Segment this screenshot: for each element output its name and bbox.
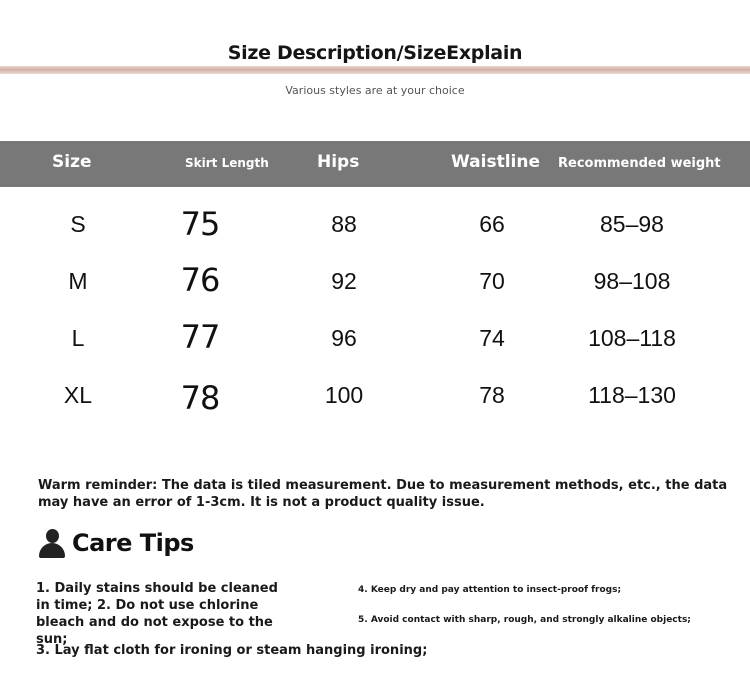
cell-waistline: 66 [479,211,505,237]
cell-waistline: 74 [479,325,505,351]
cell-weight: 98–108 [593,268,671,294]
cell-size: XL [63,382,93,408]
cell-hips: 96 [331,325,357,351]
cell-waistline: 70 [479,268,505,294]
cell-weight: 85–98 [600,211,664,237]
warm-reminder-text: Warm reminder: The data is tiled measurement. Due to measurement methods, etc., the data may have an error of 1-3cm. It is not a product quality issue. [38,478,728,510]
care-tip-4: 4. Keep dry and pay attention to insect-proof frogs; [358,585,622,595]
care-tip-3: 3. Lay flat cloth for ironing or steam hanging ironing; [36,643,428,658]
cell-weight: 108–118 [588,325,676,351]
cell-size: S [70,211,86,237]
cell-size: L [71,325,85,351]
cell-skirt-length: 75 [180,205,220,243]
care-tip-1-2: 1. Daily stains should be cleaned in time; 2. Do not use chlorine bleach and do not expose to the sun; [36,581,278,647]
column-header-size: Size [52,152,92,172]
page-title: Size Description/SizeExplain [227,42,523,64]
cell-skirt-length: 77 [180,318,220,356]
cell-hips: 92 [331,268,357,294]
column-header-skirt-length: Skirt Length [185,156,269,170]
page-subtitle: Various styles are at your choice [285,84,465,97]
cell-size: M [68,268,88,294]
column-header-recommended-weight: Recommended weight [558,156,721,171]
cell-skirt-length: 76 [180,261,220,299]
title-divider [0,66,750,74]
column-header-hips: Hips [317,152,360,172]
care-tip-5: 5. Avoid contact with sharp, rough, and strongly alkaline objects; [358,615,691,625]
cell-skirt-length: 78 [180,379,220,417]
care-tips-title: Care Tips [72,529,194,557]
cell-weight: 118–130 [588,382,676,408]
cell-hips: 88 [331,211,357,237]
cell-hips: 100 [324,382,364,408]
column-header-waistline: Waistline [451,152,540,172]
care-tips-heading [38,528,194,558]
cell-waistline: 78 [479,382,505,408]
user-icon [38,528,66,558]
